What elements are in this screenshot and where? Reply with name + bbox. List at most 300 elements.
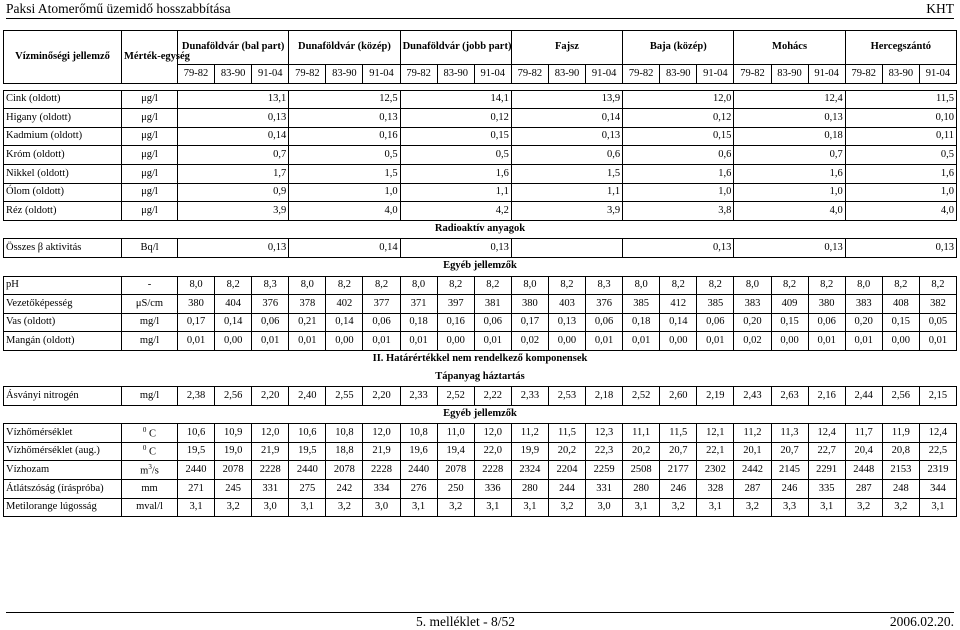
value-cell: 3,9 (178, 202, 289, 221)
value-cell: 8,3 (252, 276, 289, 295)
value-cell: 2228 (252, 461, 289, 480)
value-cell: 22,1 (697, 442, 734, 461)
value-cell: 19,4 (437, 442, 474, 461)
value-cell: 404 (215, 295, 252, 314)
value-cell: 12,0 (474, 424, 511, 443)
row-unit: mval/l (122, 498, 178, 517)
col-header-period: 79-82 (289, 65, 326, 84)
value-cell: 1,0 (623, 183, 734, 202)
col-header-station: Dunaföldvár (bal part) (178, 31, 289, 65)
value-cell: 382 (919, 295, 956, 314)
value-cell: 11,7 (845, 424, 882, 443)
row-unit: μg/l (122, 127, 178, 146)
value-cell: 3,2 (882, 498, 919, 517)
value-cell: 13,1 (178, 90, 289, 109)
value-cell: 1,6 (734, 164, 845, 183)
value-cell: 12,4 (808, 424, 845, 443)
value-cell: 376 (252, 295, 289, 314)
value-cell: 19,6 (400, 442, 437, 461)
document-title: Paksi Atomerőmű üzemidő hosszabbítása (6, 1, 231, 16)
value-cell: 2078 (215, 461, 252, 480)
value-cell: 276 (400, 480, 437, 499)
row-parameter: Cink (oldott) (4, 90, 122, 109)
value-cell: 275 (289, 480, 326, 499)
value-cell: 21,9 (252, 442, 289, 461)
value-cell: 8,3 (586, 276, 623, 295)
value-cell: 10,9 (215, 424, 252, 443)
value-cell: 2,63 (771, 387, 808, 406)
value-cell: 11,5 (660, 424, 697, 443)
value-cell: 22,0 (474, 442, 511, 461)
value-cell: 385 (623, 295, 660, 314)
row-unit: μg/l (122, 146, 178, 165)
value-cell: 246 (771, 480, 808, 499)
value-cell: 1,0 (289, 183, 400, 202)
value-cell: 245 (215, 480, 252, 499)
value-cell: 3,2 (845, 498, 882, 517)
value-cell: 0,14 (178, 127, 289, 146)
value-cell: 0,13 (289, 109, 400, 128)
page-header (6, 0, 954, 19)
value-cell: 0,16 (289, 127, 400, 146)
row-unit: μg/l (122, 183, 178, 202)
value-cell: 3,3 (771, 498, 808, 517)
row-unit: μg/l (122, 164, 178, 183)
value-cell: 280 (511, 480, 548, 499)
value-cell: 20,8 (882, 442, 919, 461)
value-cell: 0,01 (400, 332, 437, 351)
row-spacer (4, 83, 957, 90)
row-unit: mm (122, 480, 178, 499)
water-quality-table (3, 30, 957, 517)
value-cell: 0,00 (326, 332, 363, 351)
col-header-period: 79-82 (845, 65, 882, 84)
value-cell: 0,13 (734, 109, 845, 128)
row-parameter: Ásványi nitrogén (4, 387, 122, 406)
value-cell: 0,17 (511, 313, 548, 332)
organization-label: KHT (926, 1, 954, 16)
value-cell: 22,5 (919, 442, 956, 461)
value-cell: 408 (882, 295, 919, 314)
value-cell: 0,13 (623, 239, 734, 258)
value-cell: 8,2 (326, 276, 363, 295)
value-cell: 21,9 (363, 442, 400, 461)
row-parameter: Átlátszóság (íráspróba) (4, 480, 122, 499)
value-cell: 8,2 (363, 276, 400, 295)
row-unit: mg/l (122, 332, 178, 351)
value-cell: 1,5 (511, 164, 622, 183)
value-cell: 0,00 (660, 332, 697, 351)
col-header-period: 91-04 (919, 65, 956, 84)
value-cell: 1,1 (400, 183, 511, 202)
value-cell: 2078 (437, 461, 474, 480)
value-cell: 8,2 (660, 276, 697, 295)
value-cell: 0,12 (623, 109, 734, 128)
value-cell: 0,6 (511, 146, 622, 165)
value-cell: 380 (511, 295, 548, 314)
value-cell: 336 (474, 480, 511, 499)
value-cell: 2,44 (845, 387, 882, 406)
col-header-period: 91-04 (474, 65, 511, 84)
row-unit: μS/cm (122, 295, 178, 314)
value-cell: 19,5 (289, 442, 326, 461)
page-footer (6, 612, 954, 629)
row-unit: $^0$ C (122, 442, 178, 461)
value-cell: 0,17 (178, 313, 215, 332)
value-cell: 4,2 (400, 202, 511, 221)
value-cell: 11,1 (623, 424, 660, 443)
value-cell: 8,0 (845, 276, 882, 295)
value-cell: 10,6 (178, 424, 215, 443)
value-cell: 2,52 (623, 387, 660, 406)
value-cell: 4,0 (734, 202, 845, 221)
value-cell: 0,00 (215, 332, 252, 351)
value-cell: 0,06 (363, 313, 400, 332)
value-cell: 19,5 (178, 442, 215, 461)
value-cell: 1,6 (400, 164, 511, 183)
value-cell: 331 (252, 480, 289, 499)
value-cell: 2,20 (363, 387, 400, 406)
value-cell: 0,15 (882, 313, 919, 332)
value-cell: 2177 (660, 461, 697, 480)
value-cell: 0,20 (845, 313, 882, 332)
value-cell: 3,1 (808, 498, 845, 517)
value-cell: 2228 (363, 461, 400, 480)
value-cell: 0,9 (178, 183, 289, 202)
value-cell: 2508 (623, 461, 660, 480)
value-cell: 2,40 (289, 387, 326, 406)
value-cell: 335 (808, 480, 845, 499)
value-cell: 0,5 (400, 146, 511, 165)
value-cell: 8,2 (215, 276, 252, 295)
value-cell: 1,5 (289, 164, 400, 183)
value-cell: 0,14 (511, 109, 622, 128)
value-cell: 11,9 (882, 424, 919, 443)
value-cell: 2145 (771, 461, 808, 480)
row-unit: μg/l (122, 202, 178, 221)
value-cell: 0,01 (808, 332, 845, 351)
value-cell: 0,12 (400, 109, 511, 128)
value-cell: 3,2 (660, 498, 697, 517)
value-cell: 18,8 (326, 442, 363, 461)
value-cell: 0,7 (734, 146, 845, 165)
value-cell: 0,00 (771, 332, 808, 351)
col-header-unit: Mérték-egység (122, 31, 178, 84)
section-heading: Egyéb jellemzők (443, 408, 517, 420)
value-cell: 0,13 (548, 313, 585, 332)
value-cell: 0,18 (734, 127, 845, 146)
value-cell: 20,7 (660, 442, 697, 461)
value-cell: 13,9 (511, 90, 622, 109)
value-cell: 0,01 (623, 332, 660, 351)
value-cell: 0,02 (511, 332, 548, 351)
value-cell: 11,0 (437, 424, 474, 443)
col-header-period: 83-90 (660, 65, 697, 84)
value-cell: 2,56 (215, 387, 252, 406)
col-header-period: 91-04 (586, 65, 623, 84)
value-cell: 0,01 (363, 332, 400, 351)
col-header-period: 83-90 (771, 65, 808, 84)
value-cell: 1,1 (511, 183, 622, 202)
value-cell: 2,52 (437, 387, 474, 406)
value-cell: 0,13 (178, 109, 289, 128)
value-cell: 0,6 (623, 146, 734, 165)
value-cell: 12,4 (734, 90, 845, 109)
value-cell: 2,18 (586, 387, 623, 406)
value-cell: 0,21 (289, 313, 326, 332)
row-unit: $m^3/s$ (122, 461, 178, 480)
value-cell: 0,06 (697, 313, 734, 332)
value-cell: 22,7 (808, 442, 845, 461)
col-header-period: 91-04 (363, 65, 400, 84)
value-cell: 0,16 (437, 313, 474, 332)
row-parameter: Vízhozam (4, 461, 122, 480)
value-cell: 11,3 (771, 424, 808, 443)
value-cell: 280 (623, 480, 660, 499)
row-parameter: Vas (oldott) (4, 313, 122, 332)
value-cell: 2,55 (326, 387, 363, 406)
value-cell: 2291 (808, 461, 845, 480)
value-cell: 0,15 (623, 127, 734, 146)
value-cell: 1,0 (845, 183, 956, 202)
value-cell: 0,13 (734, 239, 845, 258)
value-cell: 12,0 (623, 90, 734, 109)
value-cell: 8,2 (808, 276, 845, 295)
row-parameter: Ólom (oldott) (4, 183, 122, 202)
col-header-period: 79-82 (178, 65, 215, 84)
value-cell: 371 (400, 295, 437, 314)
row-unit: μg/l (122, 90, 178, 109)
value-cell: 244 (548, 480, 585, 499)
value-cell: 2,38 (178, 387, 215, 406)
row-unit: μg/l (122, 109, 178, 128)
value-cell: 0,13 (178, 239, 289, 258)
value-cell: 1,6 (623, 164, 734, 183)
page-number: 5. melléklet - 8/52 (416, 614, 515, 629)
row-parameter: Réz (oldott) (4, 202, 122, 221)
value-cell: 287 (845, 480, 882, 499)
value-cell: 3,9 (511, 202, 622, 221)
value-cell: 402 (326, 295, 363, 314)
value-cell: 14,1 (400, 90, 511, 109)
value-cell: 4,0 (845, 202, 956, 221)
col-header-station: Dunaföldvár (jobb part) (400, 31, 511, 65)
value-cell: 409 (771, 295, 808, 314)
value-cell: 3,2 (326, 498, 363, 517)
value-cell: 1,6 (845, 164, 956, 183)
value-cell: 0,01 (178, 332, 215, 351)
row-parameter: pH (4, 276, 122, 295)
value-cell: 20,2 (623, 442, 660, 461)
value-cell: 3,8 (623, 202, 734, 221)
value-cell: 2302 (697, 461, 734, 480)
value-cell: 3,1 (919, 498, 956, 517)
value-cell: 383 (734, 295, 771, 314)
value-cell: 8,2 (548, 276, 585, 295)
value-cell: 2,33 (511, 387, 548, 406)
row-parameter: Nikkel (oldott) (4, 164, 122, 183)
value-cell: 1,0 (734, 183, 845, 202)
section-heading: II. Határértékkel nem rendelkező komponensek (372, 353, 588, 365)
value-cell: 0,14 (660, 313, 697, 332)
value-cell: 2,19 (697, 387, 734, 406)
row-parameter: Vezetőképesség (4, 295, 122, 314)
row-unit: - (122, 276, 178, 295)
value-cell: 12,1 (697, 424, 734, 443)
value-cell: 0,06 (252, 313, 289, 332)
value-cell: 380 (808, 295, 845, 314)
value-cell: 0,05 (919, 313, 956, 332)
value-cell: 20,4 (845, 442, 882, 461)
row-parameter: Mangán (oldott) (4, 332, 122, 351)
value-cell: 8,0 (400, 276, 437, 295)
value-cell: 0,10 (845, 109, 956, 128)
value-cell: 3,1 (289, 498, 326, 517)
value-cell: 0,14 (215, 313, 252, 332)
value-cell: 0,00 (882, 332, 919, 351)
value-cell: 334 (363, 480, 400, 499)
col-header-period: 83-90 (215, 65, 252, 84)
value-cell: 0,5 (289, 146, 400, 165)
value-cell: 3,0 (252, 498, 289, 517)
value-cell: 2153 (882, 461, 919, 480)
value-cell: 11,5 (548, 424, 585, 443)
value-cell: 8,0 (289, 276, 326, 295)
row-unit: mg/l (122, 313, 178, 332)
value-cell: 3,2 (437, 498, 474, 517)
col-header-station: Hercegszántó (845, 31, 956, 65)
value-cell: 3,1 (623, 498, 660, 517)
col-header-period: 83-90 (548, 65, 585, 84)
value-cell: 10,6 (289, 424, 326, 443)
section-heading: Egyéb jellemzők (443, 260, 517, 272)
value-cell: 0,13 (400, 239, 511, 258)
value-cell: 2,60 (660, 387, 697, 406)
col-header-period: 83-90 (437, 65, 474, 84)
value-cell: 0,5 (845, 146, 956, 165)
row-parameter: Kadmium (oldott) (4, 127, 122, 146)
value-cell: 385 (697, 295, 734, 314)
value-cell: 0,01 (289, 332, 326, 351)
value-cell: 8,0 (178, 276, 215, 295)
value-cell: 12,3 (586, 424, 623, 443)
value-cell: 3,1 (400, 498, 437, 517)
col-header-period: 91-04 (808, 65, 845, 84)
value-cell: 377 (363, 295, 400, 314)
value-cell: 0,01 (586, 332, 623, 351)
value-cell: 0,01 (697, 332, 734, 351)
value-cell: 4,0 (289, 202, 400, 221)
value-cell: 3,1 (511, 498, 548, 517)
value-cell: 8,0 (511, 276, 548, 295)
value-cell: 378 (289, 295, 326, 314)
row-unit: mg/l (122, 387, 178, 406)
value-cell: 0,01 (474, 332, 511, 351)
value-cell: 0,06 (586, 313, 623, 332)
section-heading: Radioaktív anyagok (434, 223, 526, 235)
value-cell: 8,2 (771, 276, 808, 295)
document-date: 2006.02.20. (889, 614, 954, 629)
value-cell: 2,33 (400, 387, 437, 406)
value-cell: 0,00 (548, 332, 585, 351)
value-cell: 2259 (586, 461, 623, 480)
value-cell: 381 (474, 295, 511, 314)
col-header-period: 79-82 (511, 65, 548, 84)
value-cell: 2,56 (882, 387, 919, 406)
value-cell: 2448 (845, 461, 882, 480)
value-cell: 0,18 (623, 313, 660, 332)
value-cell: 2,15 (919, 387, 956, 406)
value-cell: 10,8 (326, 424, 363, 443)
value-cell: 287 (734, 480, 771, 499)
value-cell: 3,0 (363, 498, 400, 517)
value-cell: 3,2 (215, 498, 252, 517)
col-header-period: 79-82 (400, 65, 437, 84)
col-header-period: 79-82 (734, 65, 771, 84)
value-cell: 328 (697, 480, 734, 499)
value-cell: 2442 (734, 461, 771, 480)
value-cell: 2,20 (252, 387, 289, 406)
value-cell: 2319 (919, 461, 956, 480)
value-cell: 0,01 (252, 332, 289, 351)
value-cell: 12,0 (252, 424, 289, 443)
value-cell: 2228 (474, 461, 511, 480)
value-cell: 0,00 (437, 332, 474, 351)
value-cell: 12,0 (363, 424, 400, 443)
value-cell: 412 (660, 295, 697, 314)
section-heading: Tápanyag háztartás (435, 371, 525, 383)
value-cell: 20,2 (548, 442, 585, 461)
value-cell: 0,06 (808, 313, 845, 332)
col-header-parameter: Vízminőségi jellemző (4, 31, 122, 84)
value-cell: 8,2 (882, 276, 919, 295)
col-header-period: 83-90 (326, 65, 363, 84)
row-parameter: Króm (oldott) (4, 146, 122, 165)
value-cell: 11,5 (845, 90, 956, 109)
col-header-station: Dunaföldvár (közép) (289, 31, 400, 65)
value-cell: 2204 (548, 461, 585, 480)
value-cell: 403 (548, 295, 585, 314)
value-cell: 3,0 (586, 498, 623, 517)
value-cell: 397 (437, 295, 474, 314)
value-cell: 8,0 (734, 276, 771, 295)
value-cell: 0,18 (400, 313, 437, 332)
value-cell: 2,53 (548, 387, 585, 406)
value-cell: 8,2 (919, 276, 956, 295)
value-cell: 376 (586, 295, 623, 314)
value-cell: 8,2 (474, 276, 511, 295)
value-cell: 271 (178, 480, 215, 499)
row-unit: Bq/l (122, 239, 178, 258)
value-cell: 8,2 (437, 276, 474, 295)
value-cell: 12,5 (289, 90, 400, 109)
value-cell: 0,7 (178, 146, 289, 165)
value-cell: 2440 (178, 461, 215, 480)
value-cell: 0,20 (734, 313, 771, 332)
value-cell: 3,1 (474, 498, 511, 517)
value-cell: 19,0 (215, 442, 252, 461)
value-cell: 1,7 (178, 164, 289, 183)
value-cell: 12,4 (919, 424, 956, 443)
value-cell: 248 (882, 480, 919, 499)
value-cell: 3,2 (548, 498, 585, 517)
value-cell: 2440 (400, 461, 437, 480)
row-parameter: Vízhőmérséklet (aug.) (4, 442, 122, 461)
value-cell: 344 (919, 480, 956, 499)
value-cell: 380 (178, 295, 215, 314)
value-cell: 11,2 (511, 424, 548, 443)
value-cell: 0,13 (845, 239, 956, 258)
